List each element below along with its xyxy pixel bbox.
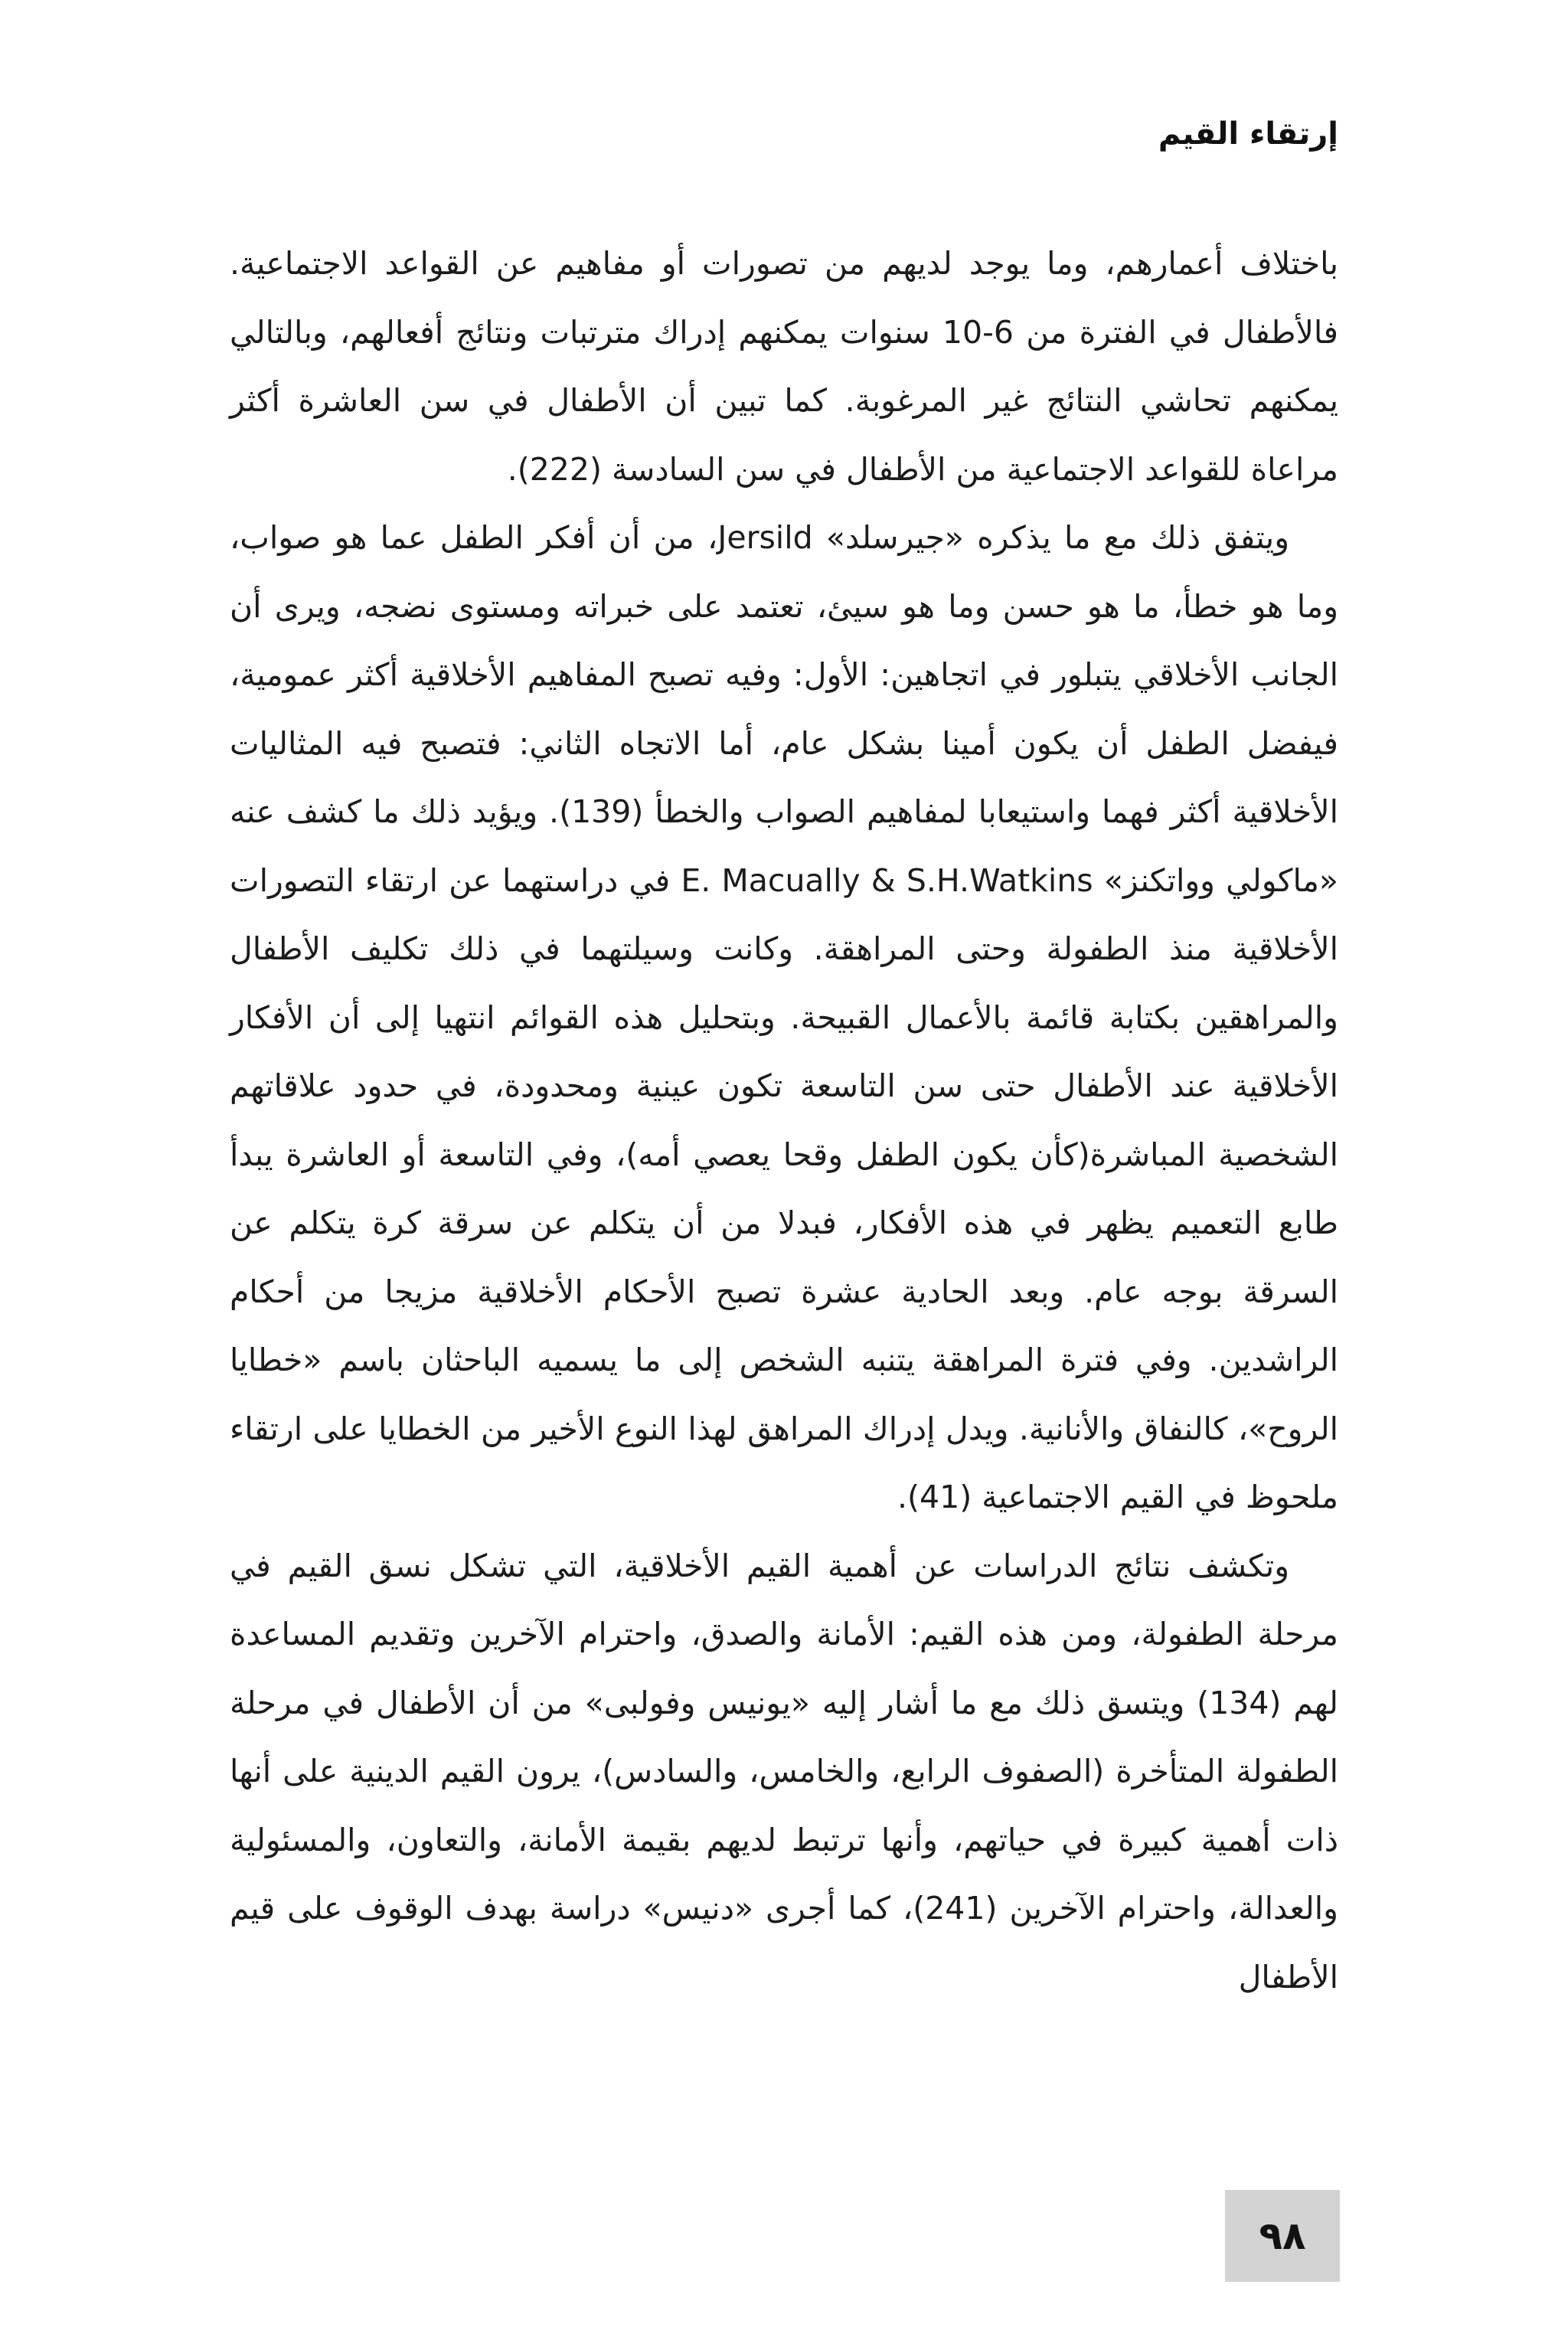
body-text bbox=[230, 230, 1338, 2012]
paragraph-2: ويتفق ذلك مع ما يذكره «جيرسلد» Jersild، من أن أفكر الطفل عما هو صواب، وما هو خطأ، ما هو حسن وما هو سيئ، تعتمد على خبراته ومستوى نضجه، ويرى أن الجانب الأخلاقي يتبلور في اتجاهين: الأول: وفيه تصبح المفاهيم الأخلاقية أكثر عمومية، فيفضل الطفل أن يكون أمينا بشكل عام، أما الاتجاه الثاني: فتصبح فيه المثاليات الأخلاقية أكثر فهما واستيعابا لمفاهيم الصواب والخطأ (139). ويؤيد ذلك ما كشف عنه «ماكولي وواتكنز» E. Macually & S.H.Watkins في دراستهما عن ارتقاء التصورات الأخلاقية منذ الطفولة وحتى المراهقة. وكانت وسيلتهما في ذلك تكليف الأطفال والمراهقين بكتابة قائمة بالأعمال القبيحة. وبتحليل هذه القوائم انتهيا إلى أن الأفكار الأخلاقية عند الأطفال حتى سن التاسعة تكون عينية ومحدودة، في حدود علاقاتهم الشخصية المباشرة(كأن يكون الطفل وقحا يعصي أمه)، وفي التاسعة أو العاشرة يبدأ طابع التعميم يظهر في هذه الأفكار، فبدلا من أن يتكلم عن سرقة كرة يتكلم عن السرقة بوجه عام. وبعد الحادية عشرة تصبح الأحكام الأخلاقية مزيجا من أحكام الراشدين. وفي فترة المراهقة يتنبه الشخص إلى ما يسميه الباحثان باسم «خطايا الروح»، كالنفاق والأنانية. ويدل إدراك المراهق لهذا النوع الأخير من الخطايا على ارتقاء ملحوظ في القيم الاجتماعية (41). bbox=[230, 519, 1338, 1515]
page-number: ٩٨ bbox=[1259, 2214, 1306, 2258]
paragraph-1: باختلاف أعمارهم، وما يوجد لديهم من تصورات أو مفاهيم عن القواعد الاجتماعية. فالأطفال في الفترة من 6-10 سنوات يمكنهم إدراك مترتبات ونتائج أفعالهم، وبالتالي يمكنهم تحاشي النتائج غير المرغوبة. كما تبين أن الأطفال في سن العاشرة أكثر مراعاة للقواعد الاجتماعية من الأطفال في سن السادسة (222). bbox=[230, 245, 1338, 488]
page-number-box bbox=[1225, 2190, 1340, 2282]
paragraph-3: وتكشف نتائج الدراسات عن أهمية القيم الأخلاقية، التي تشكل نسق القيم في مرحلة الطفولة، ومن هذه القيم: الأمانة والصدق، واحترام الآخرين وتقديم المساعدة لهم (134) ويتسق ذلك مع ما أشار إليه «يونيس وفولبى» من أن الأطفال في مرحلة الطفولة المتأخرة (الصفوف الرابع، والخامس، والسادس)، يرون القيم الدينية على أنها ذات أهمية كبيرة في حياتهم، وأنها ترتبط لديهم بقيمة الأمانة، والتعاون، والمسئولية والعدالة، واحترام الآخرين (241)، كما أجرى «دنيس» دراسة بهدف الوقوف على قيم الأطفال bbox=[230, 1547, 1338, 1995]
running-header-title: إرتقاء القيم bbox=[1158, 116, 1338, 152]
